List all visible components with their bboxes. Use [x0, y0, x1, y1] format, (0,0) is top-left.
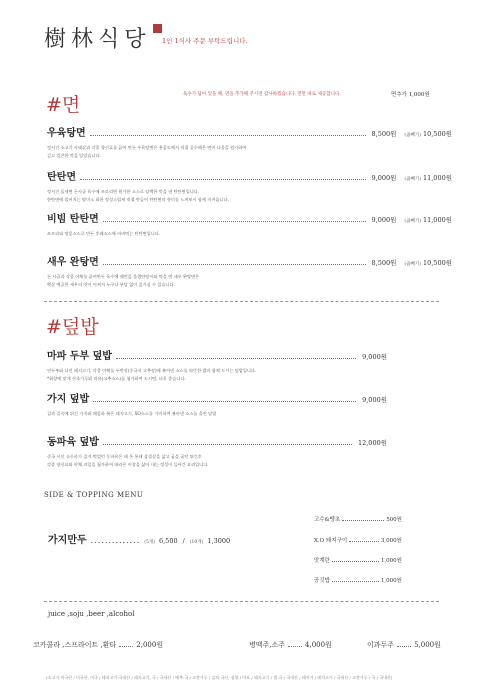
item-name: 새우 완탕면 — [47, 257, 99, 268]
description-line: 정서건 소고기 사태살과 각종 향신료를 끓여 만든 우육탕면은 홍콩도에서 직접 공수해온 면이 나올을 원가하여 — [47, 145, 247, 150]
menu-item — [47, 168, 452, 204]
topping-item — [314, 556, 402, 564]
menu-item — [47, 124, 452, 160]
item-price: 9,000원 — [371, 216, 397, 224]
item-name: 동파육 덮밥 — [47, 437, 99, 448]
large-size-price: 11,000원 — [422, 174, 452, 182]
drink-price: 4,000원 — [305, 641, 332, 649]
dot-leader — [116, 358, 356, 359]
item-name: 마파 두부 덮밥 — [47, 351, 112, 362]
origin-notice: (소고기:미국산 / 미국산, 미국 / 돼지고기:국내산 / 돼지고기, 국 / 국내산 / 배추:국 / 고춧가루 / 김치:국산, 심양 / 마요 / 돼지고기 / 쌀:국 / 국내산 / 돼지가 / 돼지고기 / 국내산 / 고춧가루 / 국 / 국내산) — [46, 675, 393, 680]
menu-item — [47, 390, 387, 418]
dot-leader — [332, 581, 379, 582]
topping-price: 1,000원 — [380, 558, 402, 564]
side-menu-title: SIDE & TOPPING MENU — [44, 491, 144, 499]
rice-section-title: #덮밥 — [46, 316, 99, 338]
item-description — [47, 144, 452, 160]
quantity-label: (5개) — [144, 540, 155, 545]
dot-leader — [80, 179, 366, 180]
item-price: 1,3000 — [207, 537, 231, 545]
dot-leader — [342, 520, 384, 521]
drink-name: 코카콜라 ,스프라이트 ,환타 — [33, 641, 117, 649]
menu-item — [47, 347, 387, 383]
topping-name: X.O 돼지구이 — [314, 538, 348, 544]
dot-leader — [397, 646, 411, 647]
section-divider — [44, 601, 439, 602]
description-line: 중국 시인 소동파가 즐겨 먹었던 동파육은 돼 온 통돼 삼겹살을 삶고 굽을 굽던 튀긴후 — [47, 454, 202, 459]
description-line: 겉과 겉속에 튀긴 가지와 매콤하 볶은 돼지고기, XO소스를 가미하여 볶아낸 소스를 올린 덮밥 — [47, 411, 217, 416]
section-divider — [44, 301, 439, 302]
drink-name: 병맥주,소주 — [249, 641, 286, 649]
menu-item — [47, 253, 452, 289]
restaurant-header — [44, 22, 162, 53]
menu-item — [47, 210, 452, 238]
description-line: 한탄면에 얹어지는 땅미소 화한 정성스럽게 직접 만들어 탄탄면의 풍미를 느껴보시 함께 지켜옵니다. — [47, 197, 229, 202]
item-description — [47, 230, 452, 238]
item-name: 가지만두 — [48, 535, 87, 546]
item-price: 8,500원 — [371, 259, 397, 267]
menu-item — [47, 433, 387, 469]
restaurant-logo: 樹林식당 — [44, 27, 151, 52]
dot-leader — [332, 561, 379, 562]
dot-leader — [103, 221, 366, 222]
item-price: 6,500 — [158, 537, 178, 545]
large-size-label: (곱빼기) — [404, 219, 421, 224]
item-description — [47, 367, 387, 383]
item-price: 8,500원 — [371, 130, 397, 138]
description-line: 돈 사골과 각종 야채를 끓여만든 육수에 쉐린을 올렸탄탕이와 먹을 면 새우 완탕면은 — [47, 274, 200, 279]
drink-item — [33, 640, 163, 650]
topping-name: 맛계란 — [314, 558, 330, 564]
description-line: 정서건 돌새면 돈사골 육수에 쓰르리면 원가한 소스로 담백한 맛을 낸 탄탄면입니다. — [47, 189, 200, 194]
topping-item — [314, 576, 402, 584]
dot-leader — [90, 135, 366, 136]
description-line: 깊고 얼큰한 맛을 담았습니다. — [47, 153, 101, 158]
drinks-title: juice ,soju ,beer ,alcohol — [48, 610, 135, 618]
large-size-label: (곱빼기) — [404, 262, 421, 267]
item-name: 탄탄면 — [47, 172, 76, 183]
item-description — [47, 410, 387, 418]
item-name: 비빔 탄탄면 — [47, 214, 99, 225]
dot-leader: .............. — [90, 536, 141, 545]
item-description — [47, 453, 387, 469]
order-notice: 1인 1식사 주문 부탁드립니다. — [162, 37, 248, 45]
large-size-label: (곱빼기) — [404, 133, 421, 138]
item-name: 가지 덮밥 — [47, 394, 90, 405]
item-description — [47, 188, 452, 204]
description-line: 각종 향신료와 야채 과일을 첨가하여 따라은 이상을 삶아 내는 정성이 들어간 요리입니다. — [47, 462, 209, 467]
large-size-price: 10,500원 — [422, 130, 452, 138]
description-line: *취향에 맞게 산초가루와 라유(고추소스)를 첨가하여 드시면, 더욱 좋습니다. — [47, 376, 186, 381]
topping-item — [314, 536, 402, 544]
noodle-extra-price: 면추가 1,000원 — [391, 92, 430, 98]
dot-leader — [103, 444, 352, 445]
topping-price: 1,000원 — [380, 578, 402, 584]
red-seal-icon — [153, 24, 162, 33]
dot-leader — [119, 646, 133, 647]
item-description — [47, 273, 452, 289]
description-line: 쓰르리와 땅콩소스로 만든 후레소스에 비벼먹는 탄탄면입니다. — [47, 231, 161, 236]
price-separator: / — [182, 537, 185, 545]
large-size-price: 11,000원 — [422, 216, 452, 224]
item-name: 우육탕면 — [47, 128, 86, 139]
dot-leader — [288, 646, 302, 647]
large-size-price: 10,500원 — [422, 259, 452, 267]
drink-item — [249, 640, 332, 650]
dot-leader — [93, 401, 356, 402]
item-price: 9,000원 — [362, 353, 387, 361]
large-size-label: (곱빼기) — [404, 177, 421, 182]
drink-item — [367, 640, 441, 650]
dumpling-item — [48, 531, 230, 546]
quantity-label: (10개) — [189, 540, 204, 545]
topping-price: 3,000원 — [380, 538, 402, 544]
dot-leader — [349, 541, 379, 542]
description-line: 햇살 맥골한 새우의 맛이 어쩌져 누구나 부담 없이 즐기실 수 있습니다. — [47, 282, 175, 287]
drink-name: 이과두주 — [367, 641, 395, 649]
item-price: 9,000원 — [362, 396, 387, 404]
item-price: 9,000원 — [371, 174, 397, 182]
drink-price: 2,000원 — [136, 641, 164, 649]
item-price: 12,000원 — [357, 439, 387, 447]
topping-name: 공깃밥 — [314, 578, 330, 584]
drink-price: 5,000원 — [414, 641, 441, 649]
description-line: 연두부와 다진 돼지고기, 각종 야채를 두반장(중국식 고추장)에 볶아낸 소스를 따뜻한 밥과 함께 드시는 덮밥입니다. — [47, 368, 257, 373]
topping-price: 500원 — [386, 517, 402, 523]
dot-leader — [103, 264, 366, 265]
noodle-section-title: #면 — [46, 94, 81, 116]
topping-name: 고수&땡초 — [314, 517, 341, 523]
topping-item — [314, 515, 402, 523]
noodle-section-note: 육수가 담아 있을 때, 면을 추가해 주시면 갑사하겠습니다. 면만 따로 제공합니다. — [183, 92, 341, 97]
